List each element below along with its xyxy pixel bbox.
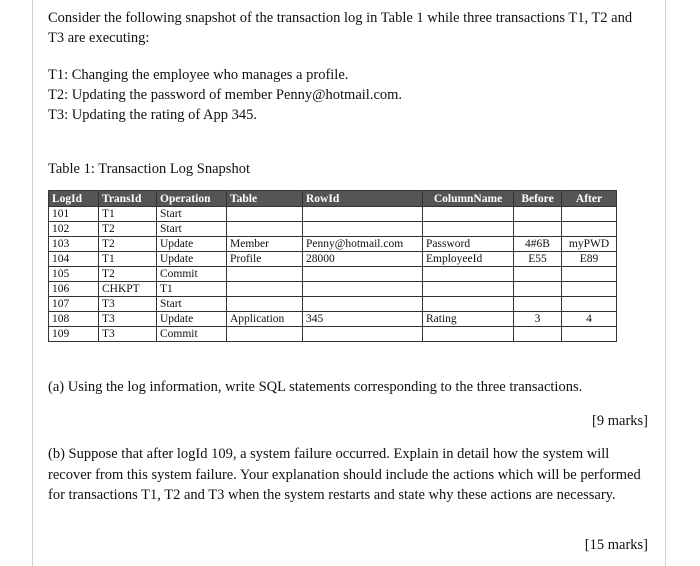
table-cell: 109 (49, 327, 99, 342)
table-cell: 28000 (303, 252, 423, 267)
table-cell (227, 222, 303, 237)
column-header: TransId (99, 191, 157, 207)
transaction-t2-description: T2: Updating the password of member Penny@hotmail.com. (48, 87, 403, 103)
table-cell: Update (157, 237, 227, 252)
table-caption: Table 1: Transaction Log Snapshot (48, 161, 250, 177)
table-cell (562, 282, 617, 297)
table-cell (303, 207, 423, 222)
table-cell: T2 (99, 267, 157, 282)
table-cell (514, 282, 562, 297)
table-cell: Start (157, 222, 227, 237)
table-cell (423, 297, 514, 312)
table-cell (562, 297, 617, 312)
table-cell: 102 (49, 222, 99, 237)
intro-paragraph: Consider the following snapshot of the transaction log in Table 1 while three transactions T1, T2 and T3 are executing: (48, 10, 633, 46)
table-cell (562, 222, 617, 237)
table-header-row (49, 191, 617, 207)
table-cell: E55 (514, 252, 562, 267)
table-cell (514, 327, 562, 342)
table-cell (227, 282, 303, 297)
table-row (49, 282, 617, 297)
table-cell (423, 267, 514, 282)
table-cell (303, 282, 423, 297)
table-cell: 4 (562, 312, 617, 327)
table-cell (227, 267, 303, 282)
table-cell: Penny@hotmail.com (303, 237, 423, 252)
transaction-t1-description: T1: Changing the employee who manages a profile. (48, 67, 349, 83)
table-cell: Profile (227, 252, 303, 267)
table-cell (562, 267, 617, 282)
table-row (49, 237, 617, 252)
table-cell: T2 (99, 237, 157, 252)
table-cell: EmployeeId (423, 252, 514, 267)
column-header: Table (227, 191, 303, 207)
table-cell (562, 327, 617, 342)
table-cell: T1 (99, 207, 157, 222)
table-cell: 104 (49, 252, 99, 267)
table-cell: 107 (49, 297, 99, 312)
table-row (49, 297, 617, 312)
table-cell (423, 327, 514, 342)
table-cell: 103 (49, 237, 99, 252)
table-cell (303, 297, 423, 312)
table-cell: Commit (157, 267, 227, 282)
table-row (49, 327, 617, 342)
table-cell (514, 207, 562, 222)
table-cell (423, 222, 514, 237)
transaction-t3-description: T3: Updating the rating of App 345. (48, 107, 258, 123)
question-b: (b) Suppose that after logId 109, a system failure occurred. Explain in detail how the system will recover from this system failure. Your explanation should include the actions which will be performed for transactions T1, T2 and T3 when the system restarts and state why these actions are necessary. (48, 446, 641, 503)
table-cell: Password (423, 237, 514, 252)
table-cell: Commit (157, 327, 227, 342)
column-header: LogId (49, 191, 99, 207)
table-cell (227, 207, 303, 222)
column-header: After (562, 191, 617, 207)
table-cell: Member (227, 237, 303, 252)
table-row (49, 222, 617, 237)
table-cell (514, 297, 562, 312)
table-cell: T1 (157, 282, 227, 297)
table-cell (303, 327, 423, 342)
table-cell: T3 (99, 327, 157, 342)
column-header: ColumnName (423, 191, 514, 207)
table-cell: Start (157, 207, 227, 222)
marks-a: [9 marks] (592, 413, 648, 429)
table-row (49, 267, 617, 282)
table-cell (227, 327, 303, 342)
table-cell: E89 (562, 252, 617, 267)
marks-b: [15 marks] (584, 537, 648, 553)
table-row (49, 207, 617, 222)
table-cell (227, 297, 303, 312)
table-cell (423, 282, 514, 297)
table-cell: Application (227, 312, 303, 327)
table-cell (514, 267, 562, 282)
table-cell: T2 (99, 222, 157, 237)
table-cell: Update (157, 252, 227, 267)
table-row (49, 252, 617, 267)
table-cell (514, 222, 562, 237)
table-cell (423, 207, 514, 222)
table-cell: 101 (49, 207, 99, 222)
table-cell: 4#6B (514, 237, 562, 252)
table-cell: 345 (303, 312, 423, 327)
table-cell (562, 207, 617, 222)
table-cell: T1 (99, 252, 157, 267)
table-cell: Update (157, 312, 227, 327)
table-cell (303, 267, 423, 282)
column-header: Before (514, 191, 562, 207)
column-header: RowId (303, 191, 423, 207)
table-cell: 3 (514, 312, 562, 327)
question-a: (a) Using the log information, write SQL statements corresponding to the three transactions. (48, 379, 583, 395)
table-cell: CHKPT (99, 282, 157, 297)
table-cell: Start (157, 297, 227, 312)
table-cell: 108 (49, 312, 99, 327)
table-cell: Rating (423, 312, 514, 327)
column-header: Operation (157, 191, 227, 207)
table-cell (303, 222, 423, 237)
table-cell: T3 (99, 312, 157, 327)
table-cell: myPWD (562, 237, 617, 252)
table-cell: T3 (99, 297, 157, 312)
transaction-log-table (48, 190, 617, 342)
table-cell: 106 (49, 282, 99, 297)
table-cell: 105 (49, 267, 99, 282)
table-row (49, 312, 617, 327)
